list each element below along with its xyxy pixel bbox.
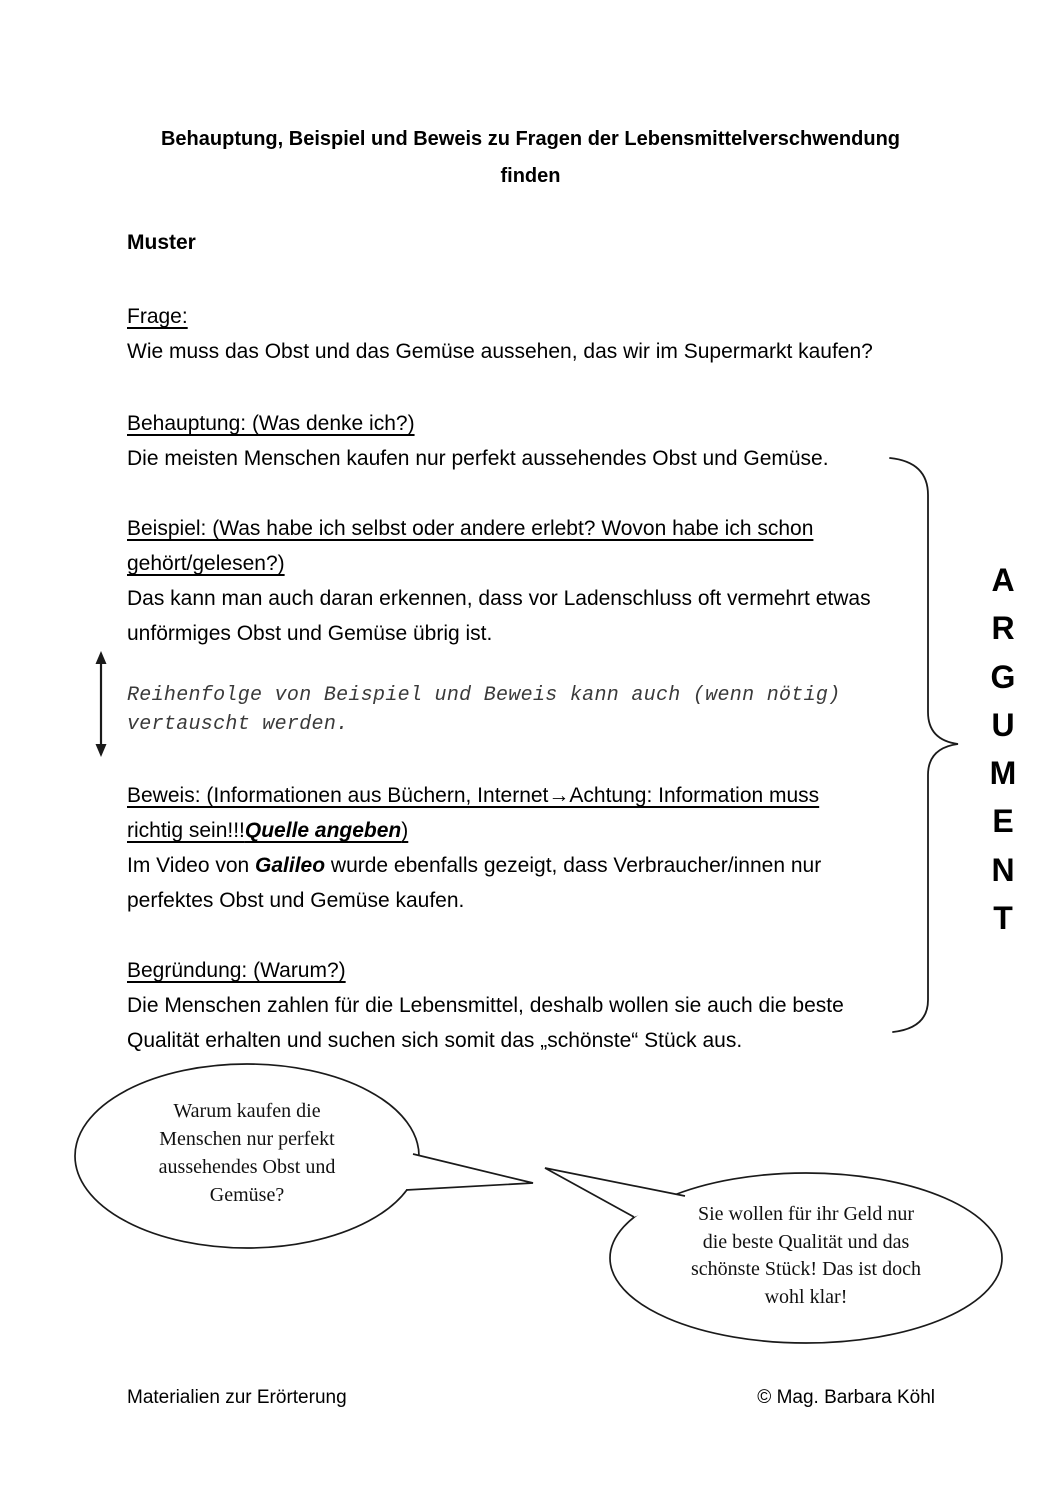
left-bubble-line: aussehendes Obst und	[158, 1156, 336, 1178]
begruendung-body-line1: Die Menschen zahlen für die Lebensmittel, deshalb wollen sie auch die beste	[127, 994, 844, 1017]
beispiel-heading-line1: Beispiel: (Was habe ich selbst oder andere erlebt? Wovon habe ich schon	[127, 517, 814, 540]
right-bubble-line: wohl klar!	[764, 1285, 848, 1308]
page-title-line1: Behauptung, Beispiel und Beweis zu Fragen der Lebensmittelverschwendung	[160, 128, 900, 150]
beweis-body-line2: perfektes Obst und Gemüse kaufen.	[127, 889, 465, 912]
right-speech-bubble-text	[636, 1201, 976, 1311]
section-begruendung	[127, 953, 844, 1058]
left-speech-bubble-text	[97, 1097, 397, 1209]
right-bubble-line: die beste Qualität und das	[702, 1230, 910, 1253]
right-bubble-line: schönste Stück! Das ist doch	[691, 1258, 921, 1280]
section-behauptung	[127, 406, 829, 476]
beweis-heading-quelle-emphasis: Quelle angeben	[244, 819, 402, 842]
beweis-body-line1	[127, 848, 821, 883]
section-beispiel	[127, 511, 871, 651]
argument-letter: U	[991, 706, 1015, 743]
subtitle-muster: Muster	[127, 231, 196, 254]
argument-brace	[880, 450, 980, 1045]
left-bubble-line: Warum kaufen die	[173, 1100, 321, 1122]
behauptung-heading: Behauptung: (Was denke ich?)	[127, 412, 415, 435]
beweis-heading-line1: Beweis: (Informationen aus Büchern, Internet→Achtung: Information muss	[127, 784, 820, 807]
beispiel-heading-line2: gehört/gelesen?)	[127, 552, 285, 575]
behauptung-body: Die meisten Menschen kaufen nur perfekt aussehendes Obst und Gemüse.	[127, 447, 829, 470]
footer-left-text: Materialien zur Erörterung	[127, 1387, 347, 1408]
left-speech-bubble-tail	[406, 1154, 533, 1190]
beweis-heading-line2	[127, 813, 821, 848]
section-frage	[127, 299, 873, 369]
argument-letter: E	[992, 803, 1014, 840]
argument-letter: N	[991, 851, 1015, 888]
frage-body: Wie muss das Obst und das Gemüse aussehen, das wir im Supermarkt kaufen?	[127, 340, 873, 363]
begruendung-body-line2: Qualität erhalten und suchen sich somit das „schönste“ Stück aus.	[127, 1029, 743, 1052]
frage-heading: Frage:	[127, 305, 188, 328]
beweis-body-part2: wurde ebenfalls gezeigt, dass Verbraucher/innen nur	[325, 854, 822, 877]
section-beweis	[127, 778, 821, 918]
argument-letter: R	[991, 610, 1015, 647]
beweis-body-part1: Im Video von	[127, 854, 256, 877]
argument-letter: A	[991, 562, 1015, 598]
swap-hint-note	[127, 681, 841, 739]
swap-hint-line1: Reihenfolge von Beispiel und Beweis kann auch (wenn nötig)	[127, 684, 841, 707]
left-bubble-line: Menschen nur perfekt	[159, 1128, 335, 1150]
argument-label	[975, 556, 1031, 942]
beweis-body-galileo-emphasis: Galileo	[255, 854, 326, 877]
page-footer	[127, 1387, 935, 1409]
page-title	[127, 121, 934, 195]
swap-double-arrow-icon	[90, 650, 112, 758]
beispiel-body-line2: unförmiges Obst und Gemüse übrig ist.	[127, 622, 493, 645]
swap-hint-line2: vertauscht werden.	[127, 713, 349, 736]
right-bubble-line: Sie wollen für ihr Geld nur	[697, 1203, 915, 1225]
footer-copyright-text: © Mag. Barbara Köhl	[757, 1387, 935, 1408]
left-bubble-line: Gemüse?	[209, 1184, 285, 1206]
beispiel-body-line1: Das kann man auch daran erkennen, dass vor Ladenschluss oft vermehrt etwas	[127, 587, 871, 610]
beweis-heading-line2-part1: richtig sein!!!	[127, 819, 245, 842]
beweis-heading-line2-part2: )	[401, 819, 409, 842]
argument-letter: M	[989, 755, 1017, 792]
begruendung-heading: Begründung: (Warum?)	[127, 959, 346, 982]
argument-letter: G	[990, 658, 1016, 695]
argument-letter: T	[993, 900, 1013, 937]
page-title-line2: finden	[500, 165, 561, 187]
